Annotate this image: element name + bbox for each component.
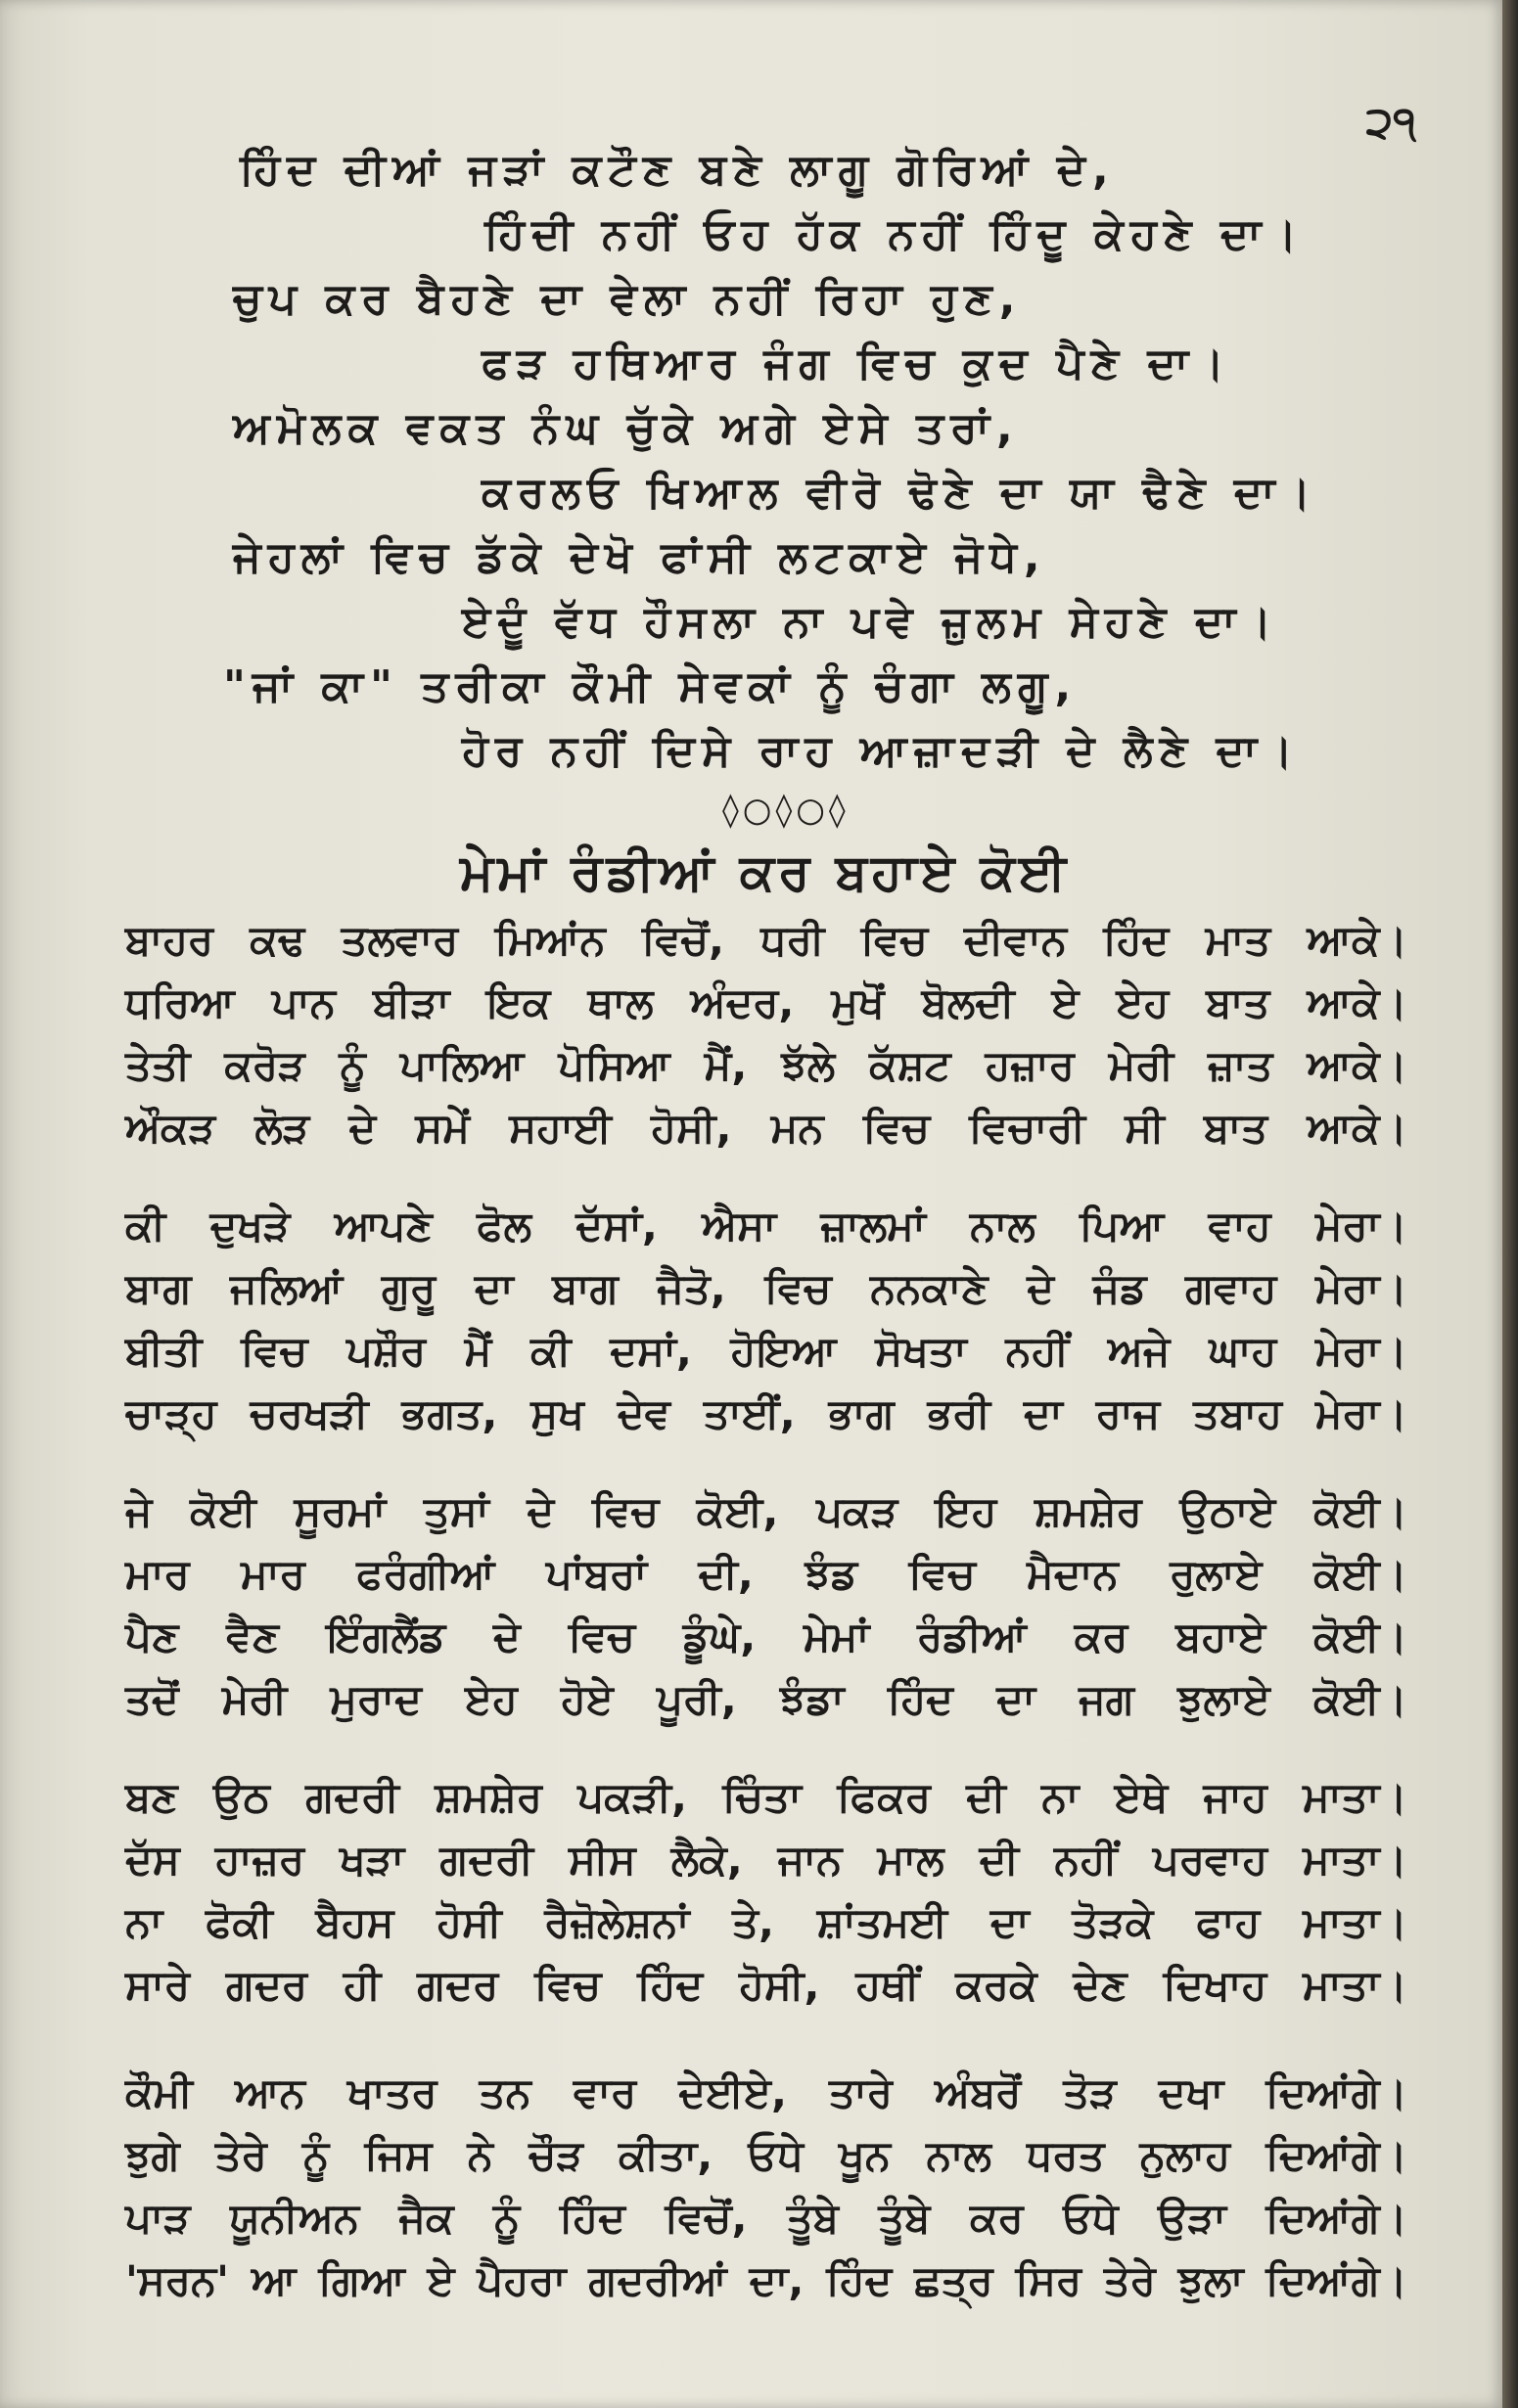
poem-opening-verses	[0, 0, 1502, 783]
book-spine-edge	[1502, 0, 1518, 2408]
verse-line: ਬੀਤੀ ਵਿਚ ਪਸ਼ੌਰ ਮੈਂ ਕੀ ਦਸਾਂ, ਹੋਇਆ ਸੋਖਤਾ ਨਹੀਂ ਅਜੇ ਘਾਹ ਮੇਰਾ।	[125, 1327, 1407, 1375]
verse-line: ਬਣ ਉਠ ਗਦਰੀ ਸ਼ਮਸ਼ੇਰ ਪਕੜੀ, ਚਿੰਤਾ ਫਿਕਰ ਦੀ ਨਾ ਏਥੇ ਜਾਹ ਮਾਤਾ।	[125, 1773, 1407, 1821]
verse-line: ਔਕੜ ਲੋੜ ਦੇ ਸਮੇਂ ਸਹਾਈ ਹੋਸੀ, ਮਨ ਵਿਚ ਵਿਚਾਰੀ ਸੀ ਬਾਤ ਆਕੇ।	[125, 1104, 1407, 1152]
verse-line: ਹੋਰ ਨਹੀਂ ਦਿਸੇ ਰਾਹ ਆਜ਼ਾਦੜੀ ਦੇ ਲੈਣੇ ਦਾ।	[462, 726, 1300, 776]
verse-line: ਕੌਮੀ ਆਨ ਖਾਤਰ ਤਨ ਵਾਰ ਦੇਈਏ, ਤਾਰੇ ਅੰਬਰੋਂ ਤੋੜ ਦਖਾ ਦਿਆਂਗੇ।	[125, 2068, 1407, 2116]
verse-line: ਝੁਗੇ ਤੇਰੇ ਨੂੰ ਜਿਸ ਨੇ ਚੌੜ ਕੀਤਾ, ਓਧੇ ਖੂਨ ਨਾਲ ਧਰਤ ਨੁਲਾਹ ਦਿਆਂਗੇ।	[125, 2131, 1407, 2179]
verse-line: 'ਸਰਨ' ਆ ਗਿਆ ਏ ਪੈਹਰਾ ਗਦਰੀਆਂ ਦਾ, ਹਿੰਦ ਛਤ੍ਰ ਸਿਰ ਤੇਰੇ ਝੁਲਾ ਦਿਆਂਗੇ।	[125, 2256, 1407, 2304]
page-number: ੨੧	[1365, 98, 1416, 148]
verse-line: ਅਮੋਲਕ ਵਕਤ ਨੰਘ ਚੁੱਕੇ ਅਗੇ ਏਸੇ ਤਰਾਂ,	[233, 403, 1020, 453]
verse-line: ਪੈਣ ਵੈਣ ਇੰਗਲੈਂਡ ਦੇ ਵਿਚ ਡੂੰਘੇ, ਮੇਮਾਂ ਰੰਡੀਆਂ ਕਰ ਬਹਾਏ ਕੋਈ।	[125, 1613, 1407, 1660]
verse-line: ਮਾਰ ਮਾਰ ਫਰੰਗੀਆਂ ਪਾਂਬਰਾਂ ਦੀ, ਝੰਡ ਵਿਚ ਮੈਦਾਨ ਰੁਲਾਏ ਕੋਈ।	[125, 1550, 1407, 1598]
verse-line: ਹਿੰਦ ਦੀਆਂ ਜੜਾਂ ਕਟੌਣ ਬਣੇ ਲਾਗੂ ਗੋਰਿਆਂ ਦੇ,	[240, 145, 1116, 195]
verse-line: ਤੇਤੀ ਕਰੋੜ ਨੂੰ ਪਾਲਿਆ ਪੋਸਿਆ ਮੈਂ, ਝੱਲੇ ਕੱਸ਼ਟ ਹਜ਼ਾਰ ਮੇਰੀ ਜ਼ਾਤ ਆਕੇ।	[125, 1041, 1407, 1089]
verse-line: ਧਰਿਆ ਪਾਨ ਬੀੜਾ ਇਕ ਥਾਲ ਅੰਦਰ, ਮੁਖੋਂ ਬੋਲਦੀ ਏ ਏਹ ਬਾਤ ਆਕੇ।	[125, 978, 1407, 1026]
verse-line: ਸਾਰੇ ਗਦਰ ਹੀ ਗਦਰ ਵਿਚ ਹਿੰਦ ਹੋਸੀ, ਹਥੀਂ ਕਰਕੇ ਦੇਣ ਦਿਖਾਹ ਮਾਤਾ।	[125, 1961, 1407, 2009]
verse-line: ਫੜ ਹਥਿਆਰ ਜੰਗ ਵਿਚ ਕੁਦ ਪੈਣੇ ਦਾ।	[482, 339, 1231, 388]
verse-line: ਚੁਪ ਕਰ ਬੈਹਣੇ ਦਾ ਵੇਲਾ ਨਹੀਂ ਰਿਹਾ ਹੁਣ,	[233, 274, 1023, 324]
verse-line: ਦੱਸ ਹਾਜ਼ਰ ਖੜਾ ਗਦਰੀ ਸੀਸ ਲੈਕੇ, ਜਾਨ ਮਾਲ ਦੀ ਨਹੀਂ ਪਰਵਾਹ ਮਾਤਾ।	[125, 1836, 1407, 1884]
section-title: ਮੇਮਾਂ ਰੰਡੀਆਂ ਕਰ ਬਹਾਏ ਕੋਈ	[460, 843, 1071, 902]
verse-line: "ਜਾਂ ਕਾ" ਤਰੀਕਾ ਕੌਮੀ ਸੇਵਕਾਂ ਨੂੰ ਚੰਗਾ ਲਗੂ,	[223, 661, 1079, 711]
verse-line: ਪਾੜ ਯੂਨੀਅਨ ਜੈਕ ਨੂੰ ਹਿੰਦ ਵਿਚੋਂ, ਤੂੰਬੇ ਤੂੰਬੇ ਕਰ ਓਧੇ ਉੜਾ ਦਿਆਂਗੇ।	[125, 2194, 1407, 2242]
verse-line: ਬਾਗ ਜਲਿਆਂ ਗੁਰੂ ਦਾ ਬਾਗ ਜੈਤੋ, ਵਿਚ ਨਨਕਾਣੇ ਦੇ ਜੰਡ ਗਵਾਹ ਮੇਰਾ।	[125, 1264, 1407, 1312]
verse-line: ਜੇ ਕੋਈ ਸੂਰਮਾਂ ਤੁਸਾਂ ਦੇ ਵਿਚ ਕੋਈ, ਪਕੜ ਇਹ ਸ਼ਮਸ਼ੇਰ ਉਠਾਏ ਕੋਈ।	[125, 1487, 1407, 1535]
verse-line: ਚਾੜ੍ਹ ਚਰਖੜੀ ਭਗਤ, ਸੁਖ ਦੇਵ ਤਾਈਂ, ਭਾਗ ਭਰੀ ਦਾ ਰਾਜ ਤਬਾਹ ਮੇਰਾ।	[125, 1389, 1407, 1437]
verse-line: ਤਦੋਂ ਮੇਰੀ ਮੁਰਾਦ ਏਹ ਹੋਏ ਪੂਰੀ, ਝੰਡਾ ਹਿੰਦ ਦਾ ਜਗ ਝੁਲਾਏ ਕੋਈ।	[125, 1675, 1407, 1723]
verse-line: ਕਰਲਓ ਖਿਆਲ ਵੀਰੋ ਢੋਣੇ ਦਾ ਯਾ ਢੈਣੇ ਦਾ।	[482, 468, 1318, 518]
ornament-divider: ◊○◊○◊	[722, 791, 850, 830]
verse-line: ਏਦੂੰ ਵੱਧ ਹੌਸਲਾ ਨਾ ਪਵੇ ਜ਼ੁਲਮ ਸੇਹਣੇ ਦਾ।	[462, 597, 1279, 647]
verse-line: ਜੇਹਲਾਂ ਵਿਚ ਡੱਕੇ ਦੇਖੋ ਫਾਂਸੀ ਲਟਕਾਏ ਜੋਧੇ,	[233, 532, 1047, 582]
verse-line: ਕੀ ਦੁਖੜੇ ਆਪਣੇ ਫੋਲ ਦੱਸਾਂ, ਐਸਾ ਜ਼ਾਲਮਾਂ ਨਾਲ ਪਿਆ ਵਾਹ ਮੇਰਾ।	[125, 1202, 1407, 1249]
verse-line: ਬਾਹਰ ਕਢ ਤਲਵਾਰ ਮਿਆਂਨ ਵਿਚੋਂ, ਧਰੀ ਵਿਚ ਦੀਵਾਨ ਹਿੰਦ ਮਾਤ ਆਕੇ।	[125, 916, 1407, 964]
verse-line: ਨਾ ਫੋਕੀ ਬੈਹਸ ਹੋਸੀ ਰੈਜ਼ੋਲੇਸ਼ਨਾਂ ਤੇ, ਸ਼ਾਂਤਮਈ ਦਾ ਤੋੜਕੇ ਫਾਹ ਮਾਤਾ।	[125, 1898, 1407, 1946]
verse-line: ਹਿੰਦੀ ਨਹੀਂ ਓਹ ਹੱਕ ਨਹੀਂ ਹਿੰਦੂ ਕੇਹਣੇ ਦਾ।	[484, 209, 1305, 259]
